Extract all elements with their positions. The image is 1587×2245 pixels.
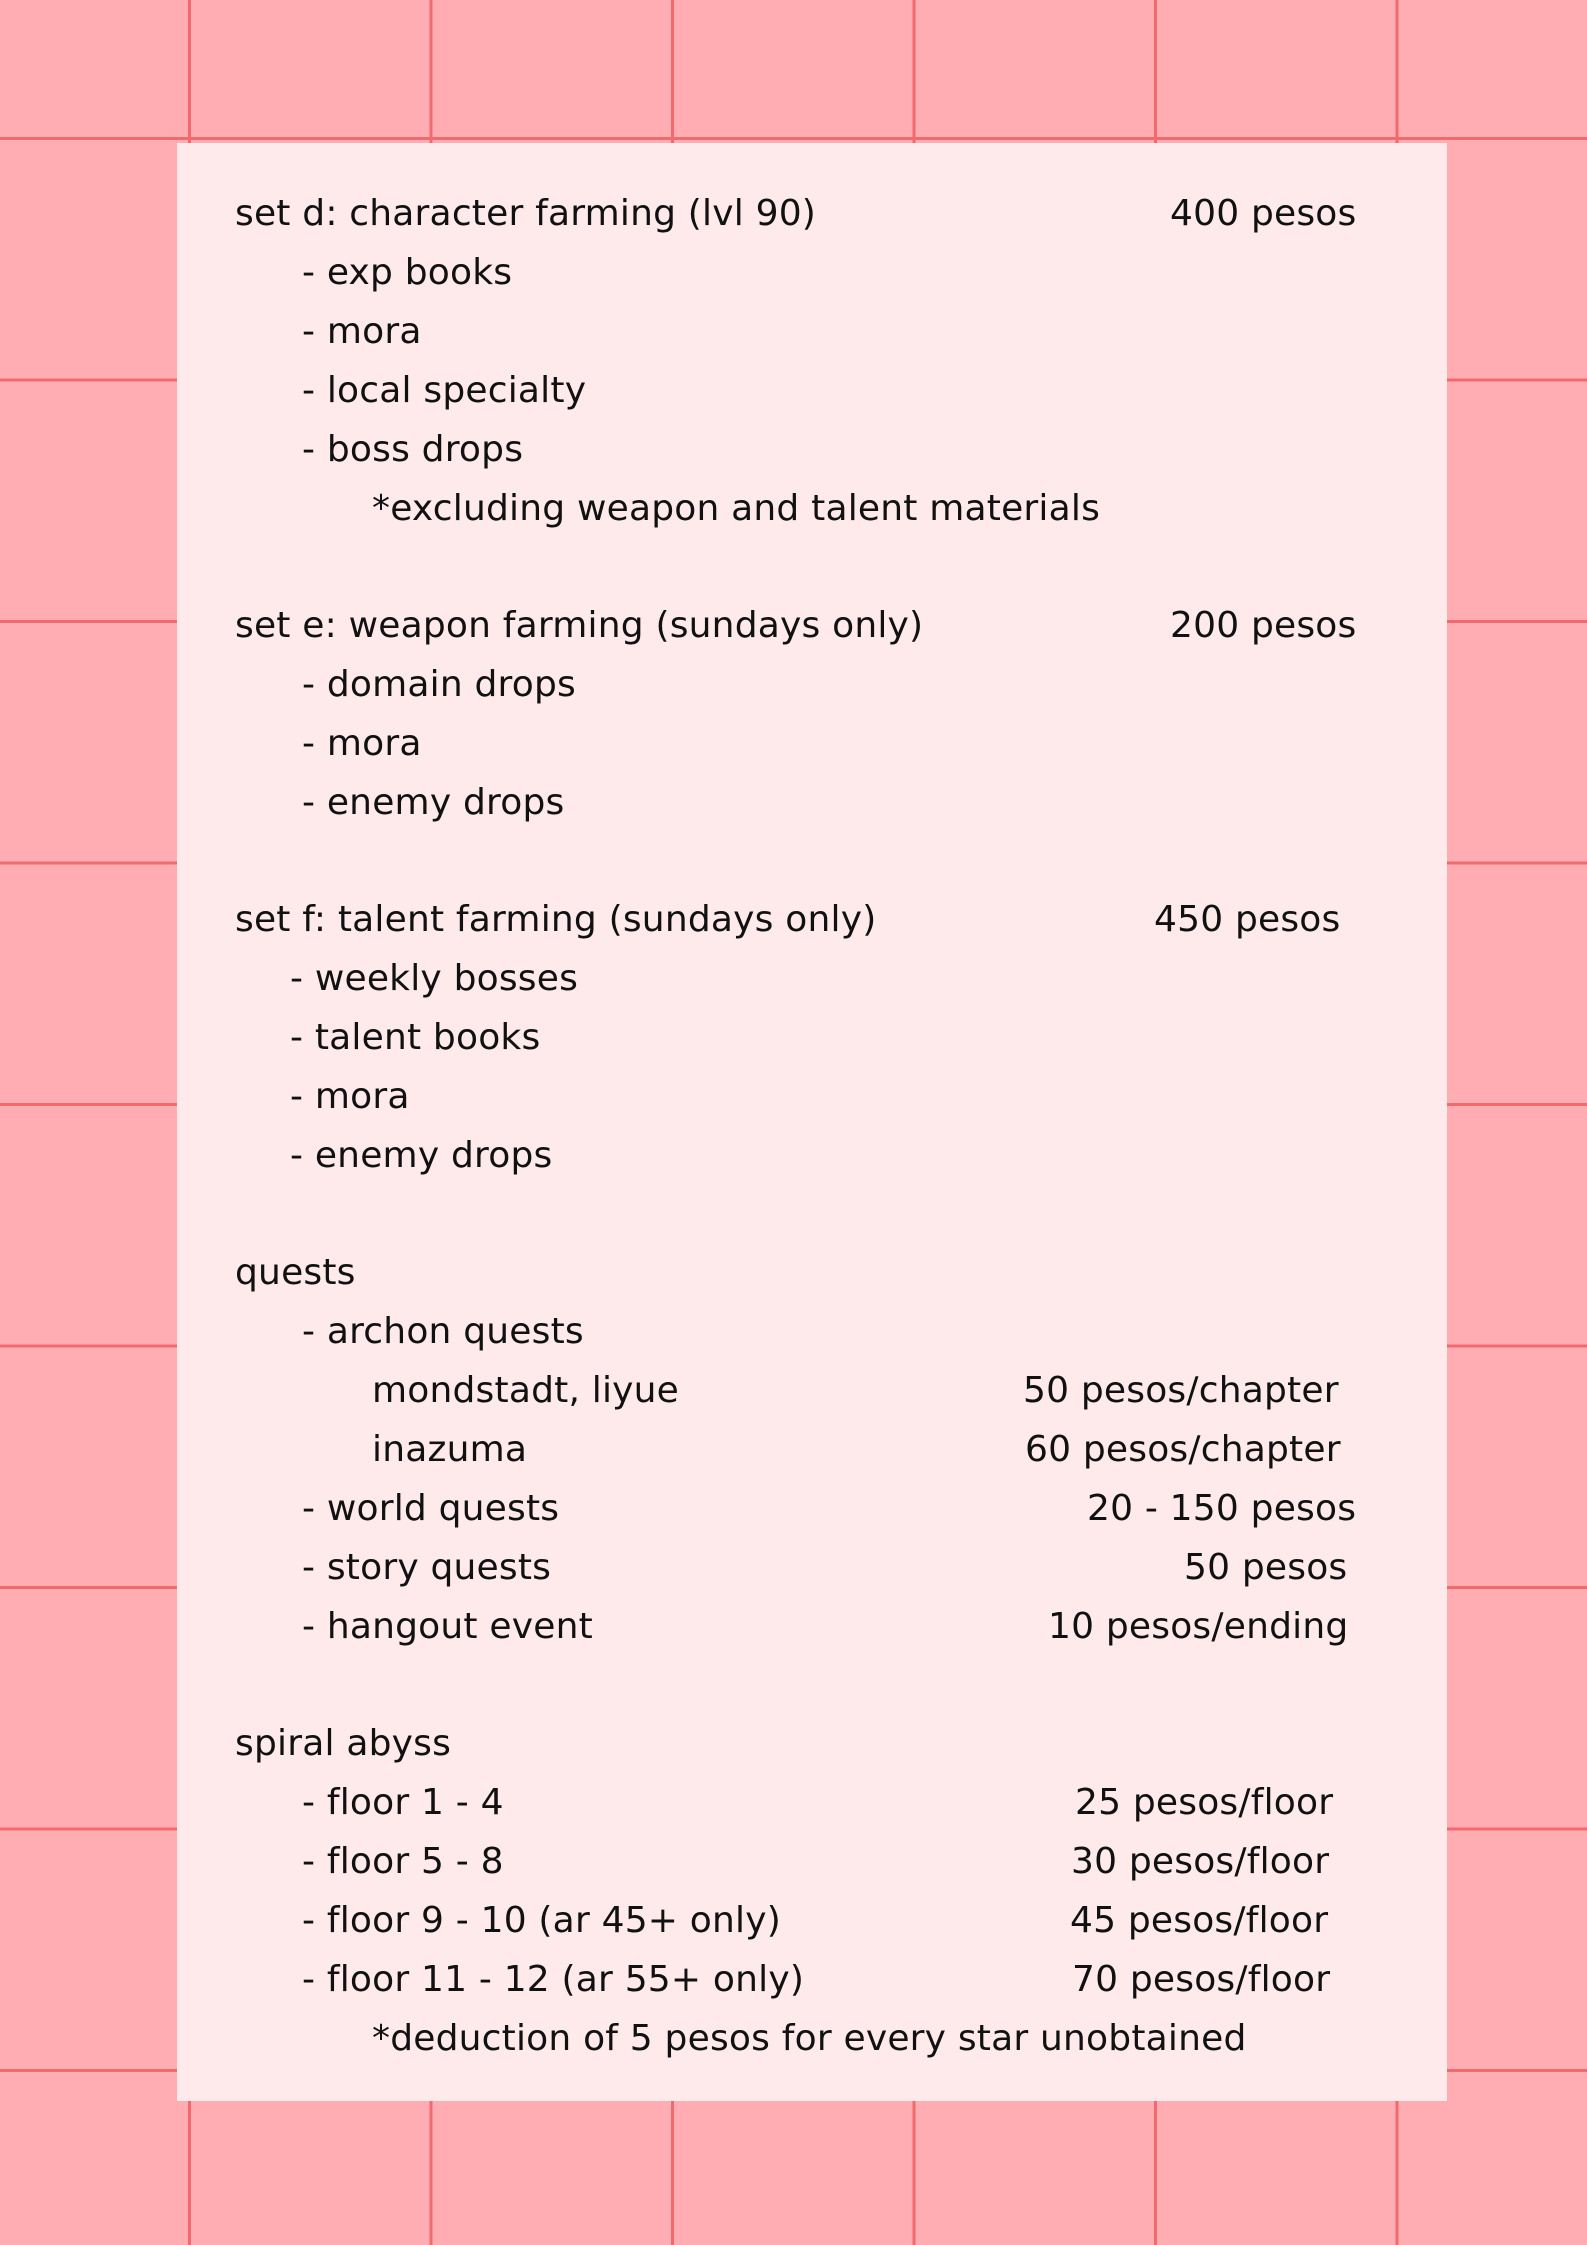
floor-label: - floor 5 - 8 [302, 1841, 504, 1882]
quest-label: - hangout event [302, 1606, 593, 1647]
list-item [177, 1008, 1447, 1067]
price-list-card [177, 143, 1447, 2101]
list-item-label: - mora [302, 723, 422, 764]
note-text: *excluding weapon and talent materials [372, 488, 1101, 529]
quest-price: 20 - 150 pesos [1087, 1488, 1357, 1529]
floor-row [177, 1832, 1447, 1891]
floor-price: 30 pesos/floor [1071, 1841, 1330, 1882]
quest-row [177, 1538, 1447, 1597]
region-label: inazuma [372, 1429, 528, 1470]
floor-label: - floor 1 - 4 [302, 1782, 504, 1823]
floor-row [177, 1891, 1447, 1950]
region-price: 60 pesos/chapter [1025, 1429, 1341, 1470]
list-item-label: - enemy drops [302, 782, 565, 823]
set-d-note [177, 479, 1447, 538]
list-item [177, 1126, 1447, 1185]
quest-price: 10 pesos/ending [1048, 1606, 1349, 1647]
floor-price: 25 pesos/floor [1075, 1782, 1334, 1823]
list-item [177, 302, 1447, 361]
list-item [177, 361, 1447, 420]
floor-row [177, 1773, 1447, 1832]
quest-row [177, 1479, 1447, 1538]
list-item-label: - local specialty [302, 370, 587, 411]
list-item-label: - mora [290, 1076, 410, 1117]
list-item-label: - archon quests [302, 1311, 584, 1352]
region-price: 50 pesos/chapter [1023, 1370, 1339, 1411]
quests-header [177, 1243, 1447, 1302]
set-d-header [177, 184, 1447, 243]
list-item [177, 949, 1447, 1008]
list-item [177, 420, 1447, 479]
list-item [177, 1067, 1447, 1126]
archon-region-row [177, 1361, 1447, 1420]
note-text: *deduction of 5 pesos for every star unobtained [372, 2018, 1247, 2059]
floor-label: - floor 9 - 10 (ar 45+ only) [302, 1900, 781, 1941]
quest-label: - story quests [302, 1547, 552, 1588]
set-e-header [177, 596, 1447, 655]
list-item [177, 655, 1447, 714]
set-f-header [177, 890, 1447, 949]
list-item-label: - domain drops [302, 664, 576, 705]
list-item-label: - weekly bosses [290, 958, 579, 999]
set-d-price: 400 pesos [1170, 193, 1357, 234]
quest-label: - world quests [302, 1488, 560, 1529]
floor-price: 70 pesos/floor [1072, 1959, 1331, 2000]
quests-title: quests [235, 1252, 356, 1293]
floor-label: - floor 11 - 12 (ar 55+ only) [302, 1959, 805, 2000]
spiral-abyss-note [177, 2009, 1447, 2068]
list-item [177, 243, 1447, 302]
archon-region-row [177, 1420, 1447, 1479]
list-item-label: - enemy drops [290, 1135, 553, 1176]
quest-row [177, 1597, 1447, 1656]
list-item [177, 714, 1447, 773]
set-e-title: set e: weapon farming (sundays only) [235, 605, 924, 646]
quest-price: 50 pesos [1184, 1547, 1348, 1588]
set-f-title: set f: talent farming (sundays only) [235, 899, 877, 940]
list-item-label: - boss drops [302, 429, 524, 470]
floor-row [177, 1950, 1447, 2009]
set-e-price: 200 pesos [1170, 605, 1357, 646]
floor-price: 45 pesos/floor [1070, 1900, 1329, 1941]
list-item-label: - exp books [302, 252, 513, 293]
spiral-abyss-title: spiral abyss [235, 1723, 452, 1764]
list-item-label: - talent books [290, 1017, 541, 1058]
set-d-title: set d: character farming (lvl 90) [235, 193, 817, 234]
region-label: mondstadt, liyue [372, 1370, 680, 1411]
list-item [177, 773, 1447, 832]
list-item-label: - mora [302, 311, 422, 352]
set-f-price: 450 pesos [1154, 899, 1341, 940]
spiral-abyss-header [177, 1714, 1447, 1773]
archon-quests-item [177, 1302, 1447, 1361]
